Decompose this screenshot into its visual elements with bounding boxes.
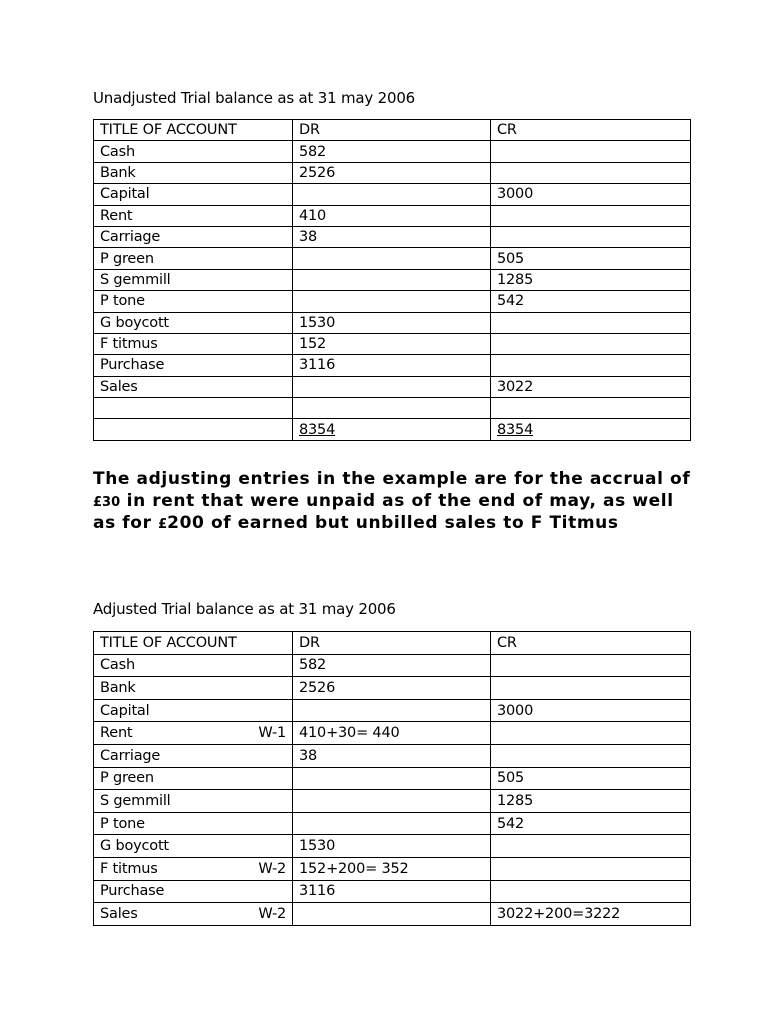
account-cell [94, 744, 293, 767]
dr-cell [293, 291, 491, 312]
table-row [94, 355, 691, 376]
dr-cell: 38 [293, 744, 491, 767]
account-cell [94, 699, 293, 722]
cr-cell [491, 744, 691, 767]
note-text-3: 200 of earned but unbilled sales to F Titmus [167, 513, 619, 534]
account-cell [94, 880, 293, 903]
adjusted-title: Adjusted Trial balance as at 31 may 2006 [93, 600, 396, 618]
account-name: Rent [100, 725, 133, 742]
dr-cell: 152+200= 352 [293, 857, 491, 880]
account-cell [94, 790, 293, 813]
dr-cell: 582 [293, 141, 491, 162]
table-row [94, 699, 691, 722]
table-row [94, 880, 691, 903]
dr-cell: 1530 [293, 312, 491, 333]
cr-cell: 542 [491, 812, 691, 835]
account-cell [94, 677, 293, 700]
unadjusted-trial-balance-table [93, 119, 691, 441]
account-cell-content [100, 748, 286, 764]
column-header: DR [293, 632, 491, 655]
table-row [94, 141, 691, 162]
table-header-row [94, 632, 691, 655]
account-cell [94, 767, 293, 790]
cr-cell [491, 205, 691, 226]
cr-cell [491, 722, 691, 745]
cr-cell [491, 880, 691, 903]
account-name: P green [100, 770, 154, 787]
dr-cell [293, 376, 491, 397]
account-cell: S gemmill [94, 269, 293, 290]
dr-cell: 2526 [293, 677, 491, 700]
cr-cell: 3000 [491, 184, 691, 205]
account-cell: Carriage [94, 226, 293, 247]
account-cell: Cash [94, 141, 293, 162]
dr-cell: 3116 [293, 880, 491, 903]
account-cell-content [100, 703, 286, 719]
cr-cell: 1285 [491, 269, 691, 290]
cr-cell [491, 312, 691, 333]
totals-row [94, 419, 691, 440]
dr-cell [293, 790, 491, 813]
table-row [94, 312, 691, 333]
table-row [94, 333, 691, 354]
table-row [94, 677, 691, 700]
dr-cell [293, 269, 491, 290]
account-cell-content [100, 906, 286, 922]
account-cell [94, 903, 293, 926]
cr-cell [491, 857, 691, 880]
account-cell: P tone [94, 291, 293, 312]
dr-cell [293, 699, 491, 722]
dr-cell: 410+30= 440 [293, 722, 491, 745]
account-name: Purchase [100, 883, 165, 900]
column-header: CR [491, 632, 691, 655]
account-cell-content [100, 883, 286, 899]
dr-cell [293, 812, 491, 835]
cr-cell [491, 226, 691, 247]
dr-cell: 3116 [293, 355, 491, 376]
cr-cell [491, 162, 691, 183]
working-reference: W-2 [258, 905, 286, 922]
cr-cell [491, 333, 691, 354]
table-row [94, 291, 691, 312]
account-cell: Purchase [94, 355, 293, 376]
account-cell-content [100, 657, 286, 673]
cr-cell: 3022+200=3222 [491, 903, 691, 926]
account-cell: F titmus [94, 333, 293, 354]
table-row [94, 857, 691, 880]
dr-cell: 1530 [293, 835, 491, 858]
table-row [94, 654, 691, 677]
table-row [94, 226, 691, 247]
account-cell [94, 835, 293, 858]
cr-cell: 3022 [491, 376, 691, 397]
adjusted-trial-balance-table [93, 631, 691, 926]
dr-cell: 38 [293, 226, 491, 247]
cr-cell: 3000 [491, 699, 691, 722]
dr-cell: 152 [293, 333, 491, 354]
account-name: Capital [100, 702, 150, 719]
cr-cell: 1285 [491, 790, 691, 813]
cr-cell [491, 355, 691, 376]
account-name: P tone [100, 815, 145, 832]
column-header: TITLE OF ACCOUNT [94, 120, 293, 141]
dr-cell [293, 248, 491, 269]
dr-cell [293, 184, 491, 205]
dr-total: 8354 [299, 421, 336, 438]
table-header-row [94, 120, 691, 141]
account-name: Bank [100, 679, 136, 696]
working-reference: W-2 [258, 860, 286, 877]
totals-label-cell [94, 419, 293, 440]
account-cell: Capital [94, 184, 293, 205]
table-row [94, 248, 691, 269]
account-cell [94, 812, 293, 835]
account-cell-content [100, 861, 286, 877]
table-row [94, 398, 691, 419]
cr-total: 8354 [497, 421, 534, 438]
dr-total-cell [293, 419, 491, 440]
cr-total-cell [491, 419, 691, 440]
account-cell: G boycott [94, 312, 293, 333]
table-row [94, 790, 691, 813]
account-cell-content [100, 793, 286, 809]
cr-cell: 542 [491, 291, 691, 312]
account-cell [94, 398, 293, 419]
cr-cell [491, 141, 691, 162]
account-cell-content [100, 838, 286, 854]
dr-cell: 2526 [293, 162, 491, 183]
table-row [94, 376, 691, 397]
note-amount-rent: £30 [93, 494, 121, 510]
table-row [94, 162, 691, 183]
account-cell-content [100, 816, 286, 832]
dr-cell [293, 398, 491, 419]
table-row [94, 269, 691, 290]
table-row [94, 744, 691, 767]
account-cell: Sales [94, 376, 293, 397]
table-row [94, 205, 691, 226]
adjusting-entries-note [93, 469, 693, 536]
account-name: G boycott [100, 838, 169, 855]
account-cell: Bank [94, 162, 293, 183]
account-cell: Rent [94, 205, 293, 226]
unadjusted-title: Unadjusted Trial balance as at 31 may 2006 [93, 89, 416, 107]
table-row [94, 903, 691, 926]
working-reference: W-1 [258, 725, 286, 742]
account-name: Cash [100, 657, 135, 674]
cr-cell [491, 835, 691, 858]
account-cell [94, 722, 293, 745]
note-text-2: in rent that were unpaid as of the end of may, as well as for [93, 490, 674, 534]
dr-cell [293, 903, 491, 926]
account-name: Carriage [100, 747, 161, 764]
cr-cell: 505 [491, 767, 691, 790]
table-row [94, 722, 691, 745]
dr-cell: 582 [293, 654, 491, 677]
table-row [94, 184, 691, 205]
table-row [94, 835, 691, 858]
account-cell: P green [94, 248, 293, 269]
dr-cell: 410 [293, 205, 491, 226]
table-row [94, 812, 691, 835]
column-header: DR [293, 120, 491, 141]
note-currency-sales: £ [158, 517, 168, 533]
column-header: TITLE OF ACCOUNT [94, 632, 293, 655]
table-row [94, 767, 691, 790]
note-text-1: The adjusting entries in the example are for the accrual of [93, 469, 691, 489]
account-name: Sales [100, 905, 138, 922]
cr-cell [491, 654, 691, 677]
account-name: S gemmill [100, 792, 171, 809]
account-cell [94, 857, 293, 880]
cr-cell [491, 398, 691, 419]
dr-cell [293, 767, 491, 790]
account-cell [94, 654, 293, 677]
account-cell-content [100, 725, 286, 741]
cr-cell: 505 [491, 248, 691, 269]
account-cell-content [100, 770, 286, 786]
cr-cell [491, 677, 691, 700]
account-cell-content [100, 680, 286, 696]
account-name: F titmus [100, 860, 158, 877]
column-header: CR [491, 120, 691, 141]
